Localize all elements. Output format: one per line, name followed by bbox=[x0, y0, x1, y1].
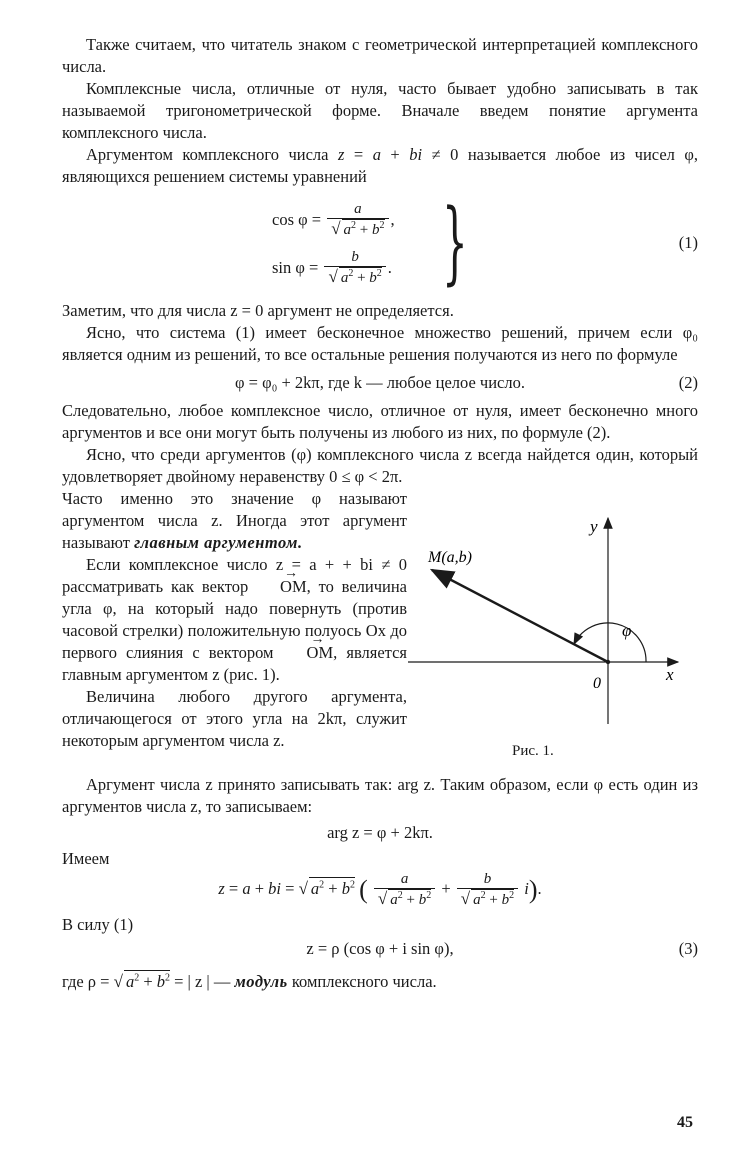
label-m: M(a,b) bbox=[428, 549, 472, 566]
paragraph-argument-def: Аргументом комплексного числа z = a + bi ≠ 0 называется любое из чисел φ, являющихся решением системы уравнений bbox=[62, 145, 699, 186]
figure-caption: Рис. 1. bbox=[512, 743, 554, 759]
paragraph-by-virtue: В силу (1) bbox=[62, 915, 134, 934]
equation-2: φ = φ₀ + 2kπ, где k — любое целое число. (2) bbox=[235, 373, 698, 392]
page-content bbox=[62, 34, 698, 993]
paragraph-intro: Также считаем, что читатель знаком с геометрической интерпретацией комплексного числа. bbox=[62, 35, 698, 76]
equation-number-2: (2) bbox=[678, 373, 698, 392]
right-brace: } bbox=[442, 190, 468, 295]
equation-3: z = ρ (cos φ + i sin φ), (3) bbox=[306, 939, 698, 958]
angle-arc bbox=[574, 623, 646, 662]
vector-om bbox=[432, 570, 608, 662]
label-y: y bbox=[590, 517, 598, 536]
equation-number-1: (1) bbox=[678, 233, 698, 252]
paragraph-vector: Если комплексное число z = a + + bi ≠ 0 рассматривать как вектор → OM, то величина угла φ, на который надо повернуть (против часовой стрелки) положительную полуось Ox до первого слияния с вектором → OM, является главным аргументом z (рис. 1). bbox=[62, 554, 407, 686]
equation-number-3: (3) bbox=[678, 939, 698, 958]
paragraph-we-have: Имеем bbox=[62, 849, 110, 868]
paragraph-trig-form: Комплексные числа, отличные от нуля, часто бывает удобно записывать в так называемой тригонометрической форме. Вначале введем понятие аргумента комплексного числа. bbox=[62, 79, 698, 142]
paragraph-infinite-solutions: Ясно, что система (1) имеет бесконечное множество решений, причем если φ₀ является одним из решений, то все остальные решения получаются из него по формуле bbox=[62, 323, 698, 364]
paragraph-arg-notation: Аргумент числа z принято записывать так: arg z. Таким образом, если φ есть один из аргументов числа z, то записываем: bbox=[62, 775, 698, 816]
equation-system-1: cos φ = $\frac{a}{√ a^2 + b^2}$ , sin φ = $\frac{b}{√ a^2 + b^2}$ . } (1) bbox=[272, 190, 698, 295]
paragraph-principal-argument: Часто именно это значение φ называют аргументом числа z. Иногда этот аргумент называют главным аргументом. bbox=[62, 489, 407, 552]
figure-1 bbox=[408, 488, 698, 774]
label-x: x bbox=[666, 665, 674, 684]
figure-wrap-section bbox=[62, 488, 698, 774]
paragraph-many-arguments: Следовательно, любое комплексное число, отличное от нуля, имеет бесконечно много аргументов и все они могут быть получены из любого из них, по формуле (2). bbox=[62, 401, 698, 442]
page-number: 45 bbox=[677, 1114, 693, 1131]
paragraph-zero-argument: Заметим, что для числа z = 0 аргумент не определяется. bbox=[62, 301, 454, 320]
paragraph-other-argument: Величина любого другого аргумента, отличающегося от этого угла на 2kπ, служит некоторым аргументом числа z. bbox=[62, 687, 407, 750]
origin-point bbox=[606, 660, 610, 664]
label-phi: φ bbox=[622, 621, 632, 640]
figure-1-diagram bbox=[408, 488, 698, 768]
equation-expansion: z = a + bi = √ $a^2 + b^2$ ( $\frac{a}{√ a^2 + b^2}$ + $\frac{b}{√ a^2 + b^2}$ i). bbox=[218, 871, 542, 908]
paragraph-principal-inequality: Ясно, что среди аргументов (φ) комплексного числа z всегда найдется один, который удовлетворяет двойному неравенству 0 ≤ φ < 2π. bbox=[62, 445, 698, 486]
label-origin: 0 bbox=[593, 675, 601, 692]
paragraph-modulus: где ρ = √ $a^2 + b^2$ = | z | — модуль комплексного числа. bbox=[62, 972, 437, 991]
equation-arg: arg z = φ + 2kπ. bbox=[327, 823, 433, 842]
